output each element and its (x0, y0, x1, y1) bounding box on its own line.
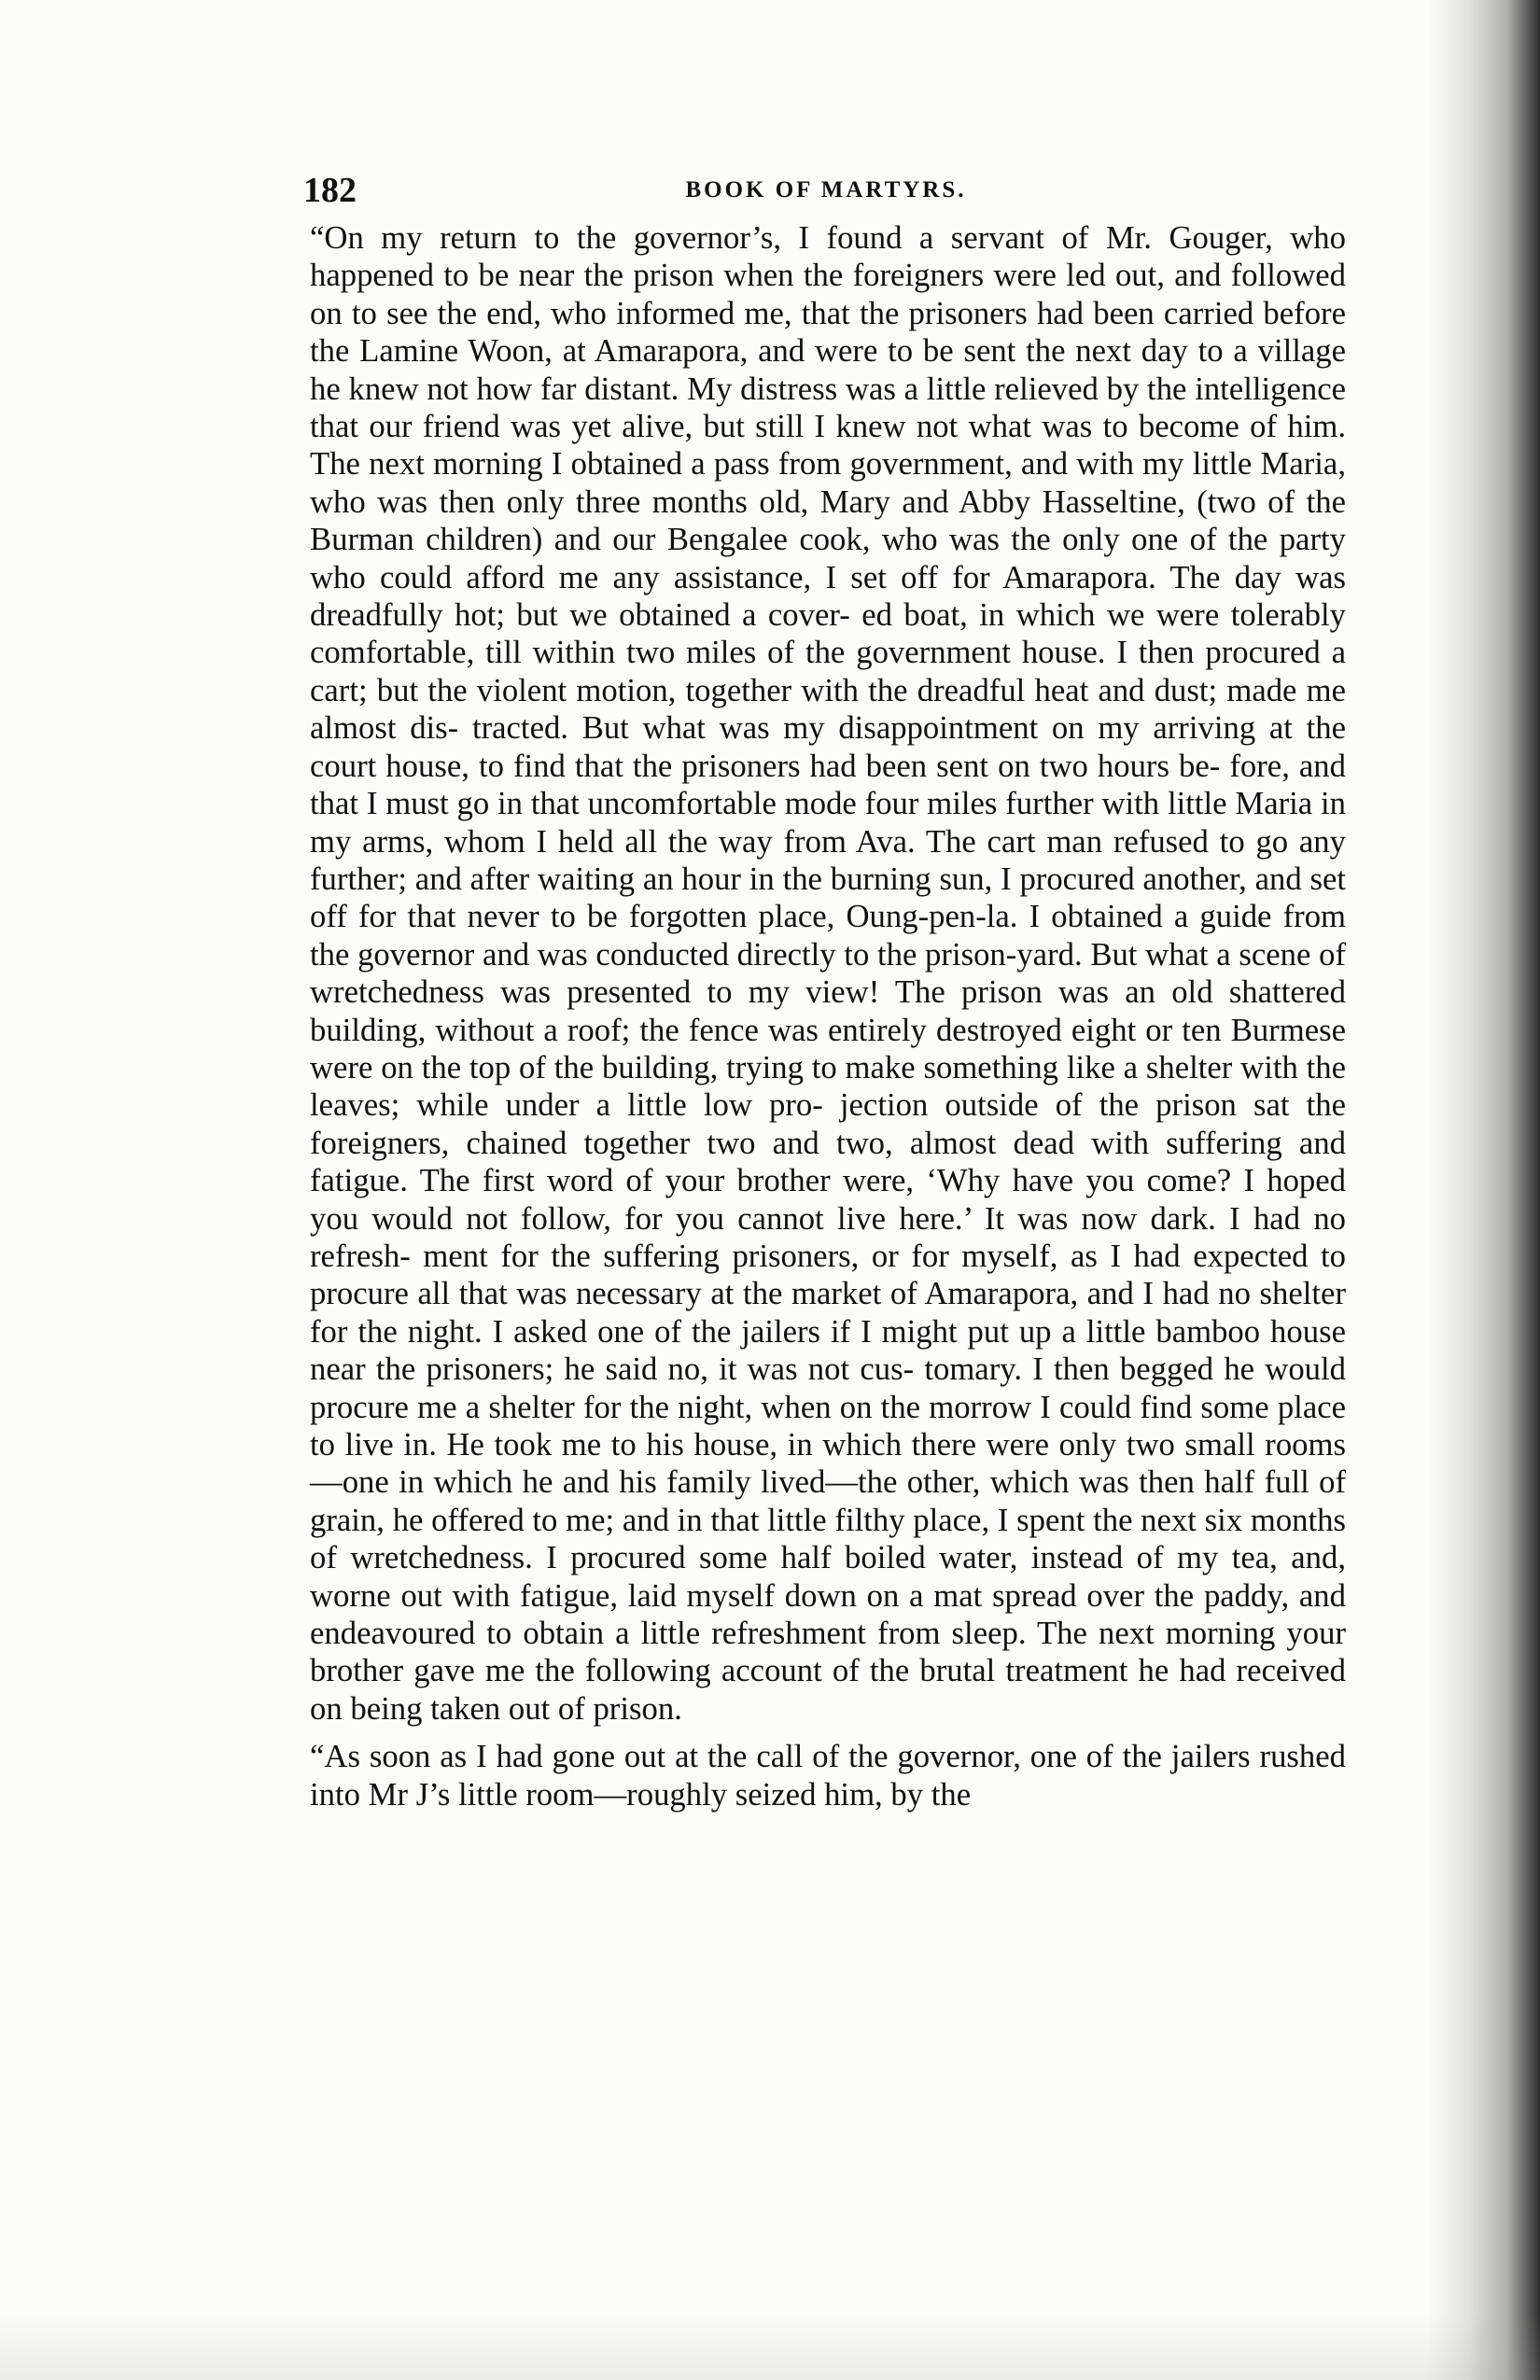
text-line: had no shelter for the night. I asked one of the jailers if I might put (310, 1275, 1347, 1350)
text-line: tracted. But what was my disappointment on my arriving at the (471, 709, 1346, 747)
text-line: months of wretchedness. I procured some half boiled water, instead (310, 1501, 1347, 1576)
text-line: follow, for you cannot live here.’ It was now dark. I had no refresh- (310, 1199, 1347, 1274)
text-line: eight or ten Burmese were on the top of the building, trying to make (310, 1011, 1346, 1085)
text-line: forgotten place, Oung-pen-la. I obtained a guide from the governor (310, 898, 1347, 973)
page-bottom-shadow (0, 2315, 1540, 2380)
text-line: the burning sun, I procured another, and set off for that never to be (310, 860, 1347, 935)
text-line: wretchedness was presented to my view! The prison was an old (310, 973, 1213, 1011)
text-line: spread over the paddy, and endeavoured to obtain a little refreshment (310, 1576, 1346, 1652)
text-line: prison. (593, 1689, 682, 1727)
text-line: one of the party who could afford me any assistance, I set off for (310, 521, 1346, 595)
text-line: who was then only three months old, Mary and Abby Hasseltine, (two (310, 483, 1256, 520)
text-line: ed boat, in which we were tolerably comfortable, till within two miles (310, 596, 1346, 671)
text-line: and followed on to see the end, who informed me, that the prisoners (310, 257, 1346, 331)
text-line: tomary. I then begged he would procure me a shelter for the night, (310, 1351, 1346, 1425)
text-line: morning I obtained a pass from government, and with my little Maria, (433, 445, 1346, 483)
text-line: when on the morrow I could find some place to live in. He took me (310, 1388, 1347, 1463)
text-line: be sent the next day to a village he knew not how far distant. My (310, 332, 1346, 407)
paragraph-2 (310, 1738, 1346, 1813)
text-line: court house, to find that the prisoners had been sent on two hours be- (310, 747, 1221, 784)
text-line: The cart man refused to go any further; and after waiting an hour in (310, 822, 1346, 897)
text-line: who happened to be near the prison when the foreigners were led out, (310, 219, 1346, 294)
text-line: account of the brutal treatment he had received on being taken out of (310, 1652, 1347, 1727)
text-line: motion, together with the dreadful heat and dust; made me almost dis- (310, 671, 1347, 747)
paragraph-1 (310, 219, 1346, 1728)
text-line: your brother were, ‘Why have you come? I hoped you would not (310, 1162, 1347, 1237)
paragraph-spacer (310, 1728, 1346, 1738)
text-line: procure all that was necessary at the market of Amarapora, and I (310, 1275, 1154, 1312)
text-line: had been carried before the Lamine Woon, at Amarapora, and were to (310, 294, 1346, 370)
body-text (310, 219, 1346, 1813)
text-line: “On my return to the governor’s, I found a servant of Mr. Gouger, (310, 219, 1273, 256)
text-line: from sleep. The next morning your brother gave me the following (310, 1615, 1347, 1689)
text-line: he offered to me; and in that little filthy place, I spent the next six (392, 1501, 1243, 1538)
text-line: yet alive, but still I knew not what was to become of him. The next (310, 408, 1346, 483)
text-line: to his house, in which there were only two small rooms—one in which (310, 1426, 1346, 1501)
text-line: ment for the suffering prisoners, or for myself, as I had expected to (423, 1237, 1347, 1274)
text-line: of my tea, and, worne out with fatigue, laid myself down on a mat (310, 1539, 1347, 1614)
running-head (303, 171, 1349, 210)
text-line: jection outside of the prison sat the foreigners, chained together two (310, 1086, 1347, 1161)
text-line: of the Burman children) and our Bengalee cook, who was the only (310, 483, 1347, 558)
text-line: up a little bamboo house near the prisoners; he said no, it was not cus- (310, 1312, 1346, 1388)
running-title: BOOK OF MARTYRS. (685, 177, 967, 203)
text-line: he and his family lived—the other, which was then half full of grain, (310, 1463, 1347, 1538)
page-edge-shadow (1428, 0, 1540, 2380)
text-line: something like a shelter with the leaves; while under a little low pro- (310, 1048, 1347, 1124)
text-line: Amarapora. The day was dreadfully hot; but we obtained a cover- (310, 558, 1347, 634)
text-line: fore, and that I must go in that uncomfortable mode four miles further (310, 747, 1346, 822)
text-line: and two, almost dead with suffering and fatigue. The first word of (310, 1124, 1347, 1199)
text-line: distress was a little relieved by the intelligence that our friend was (310, 370, 1346, 445)
text-line: “As soon as I had gone out at the call of the governor, one of the (310, 1738, 1162, 1775)
text-line: shattered building, without a roof; the fence was entirely destroyed (310, 973, 1347, 1048)
text-line: of the government house. I then procured a cart; but the violent (310, 634, 1346, 708)
text-line: and was conducted directly to the prison-yard. But what a scene of (483, 935, 1346, 973)
text-line: with little Maria in my arms, whom I held all the way from Ava. (310, 785, 1346, 860)
text-line: jailers rushed into Mr J’s little room—roughly seized him, by the (310, 1738, 1346, 1813)
page-number: 182 (303, 171, 357, 210)
